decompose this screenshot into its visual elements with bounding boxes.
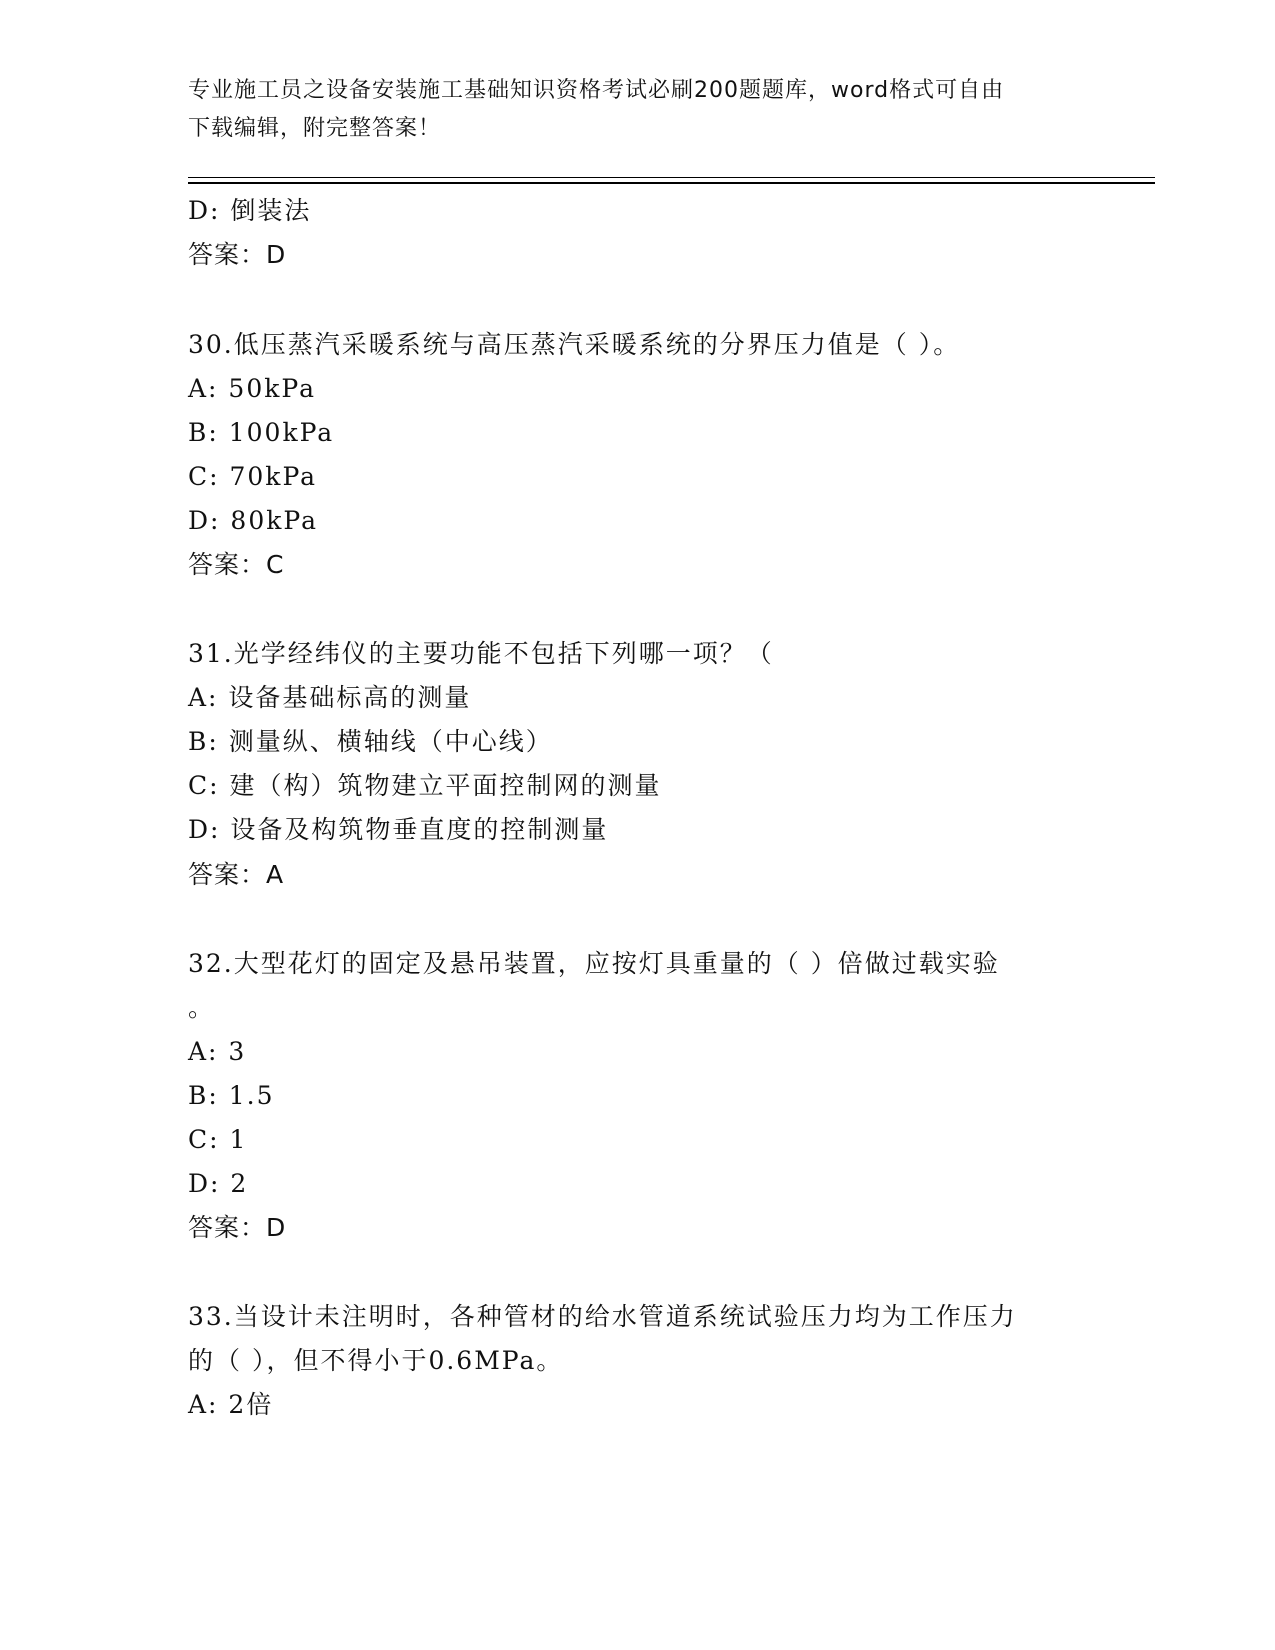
q29-answer: 答案：D [188, 240, 287, 269]
q32-option-c: C: 1 [188, 1125, 248, 1154]
q32-answer: 答案：D [188, 1213, 287, 1242]
header-line-2: 下载编辑，附完整答案！ [188, 116, 442, 141]
q30-option-c: C: 70kPa [188, 462, 318, 491]
q31-option-b: B: 测量纵、横轴线（中心线） [188, 727, 553, 756]
q33-question-continued: 的（ ），但不得小于0.6MPa。 [188, 1346, 564, 1375]
q30-answer: 答案：C [188, 550, 285, 579]
q32-option-d: D: 2 [188, 1169, 249, 1198]
header-divider-thick [188, 182, 1155, 184]
q31-question: 31.光学经纬仪的主要功能不包括下列哪一项？（ [188, 639, 774, 668]
q29-option-d: D: 倒装法 [188, 196, 312, 225]
q30-question: 30.低压蒸汽采暖系统与高压蒸汽采暖系统的分界压力值是（ ）。 [188, 330, 961, 359]
q32-question: 32.大型花灯的固定及悬吊装置，应按灯具重量的（ ）倍做过载实验 [188, 949, 1000, 978]
q32-option-a: A: 3 [188, 1037, 247, 1066]
q30-option-d: D: 80kPa [188, 506, 318, 535]
q30-option-b: B: 100kPa [188, 418, 335, 447]
q33-option-a: A: 2倍 [188, 1390, 274, 1419]
q31-option-a: A: 设备基础标高的测量 [188, 683, 472, 712]
q33-question: 33.当设计未注明时，各种管材的给水管道系统试验压力均为工作压力 [188, 1302, 1017, 1331]
document-header [188, 72, 1088, 148]
q31-answer: 答案：A [188, 860, 285, 889]
q32-question-continued: 。 [188, 993, 216, 1022]
q31-option-c: C: 建（构）筑物建立平面控制网的测量 [188, 771, 662, 800]
q30-option-a: A: 50kPa [188, 374, 316, 403]
header-line-1: 专业施工员之设备安装施工基础知识资格考试必刷200题题库，word格式可自由 [188, 78, 1005, 103]
header-divider-thin [188, 177, 1155, 178]
q31-option-d: D: 设备及构筑物垂直度的控制测量 [188, 815, 609, 844]
q32-option-b: B: 1.5 [188, 1081, 275, 1110]
